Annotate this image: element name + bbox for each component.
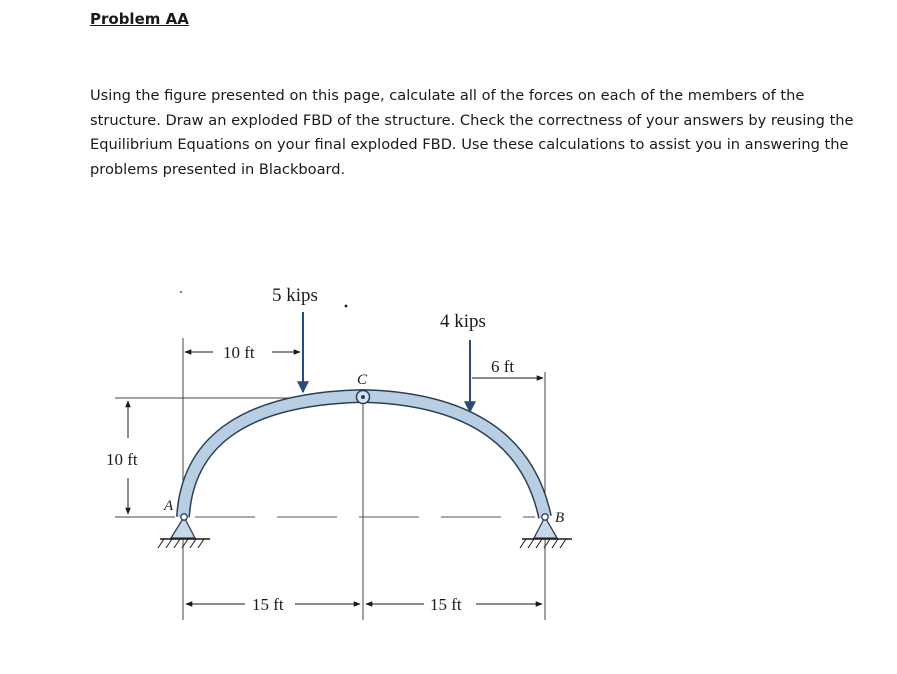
stray-dot: [180, 291, 182, 293]
problem-instructions: Using the figure presented on this page, calculate all of the forces on each of the members of the structure. Draw an exploded FBD of the structure. Check the correctness of your answers by reusing the Equilibrium Equations on your final exploded FBD. Use these calculations to assist you in answering the problems presented in Blackboard.: [90, 87, 854, 178]
dim-label-top-right: 6 ft: [491, 357, 515, 376]
dim-label-height: 10 ft: [106, 450, 138, 469]
pin-support-a: [158, 514, 210, 548]
dim-label-top-left: 10 ft: [223, 343, 255, 362]
label-a: A: [164, 498, 174, 514]
label-b: B: [555, 510, 565, 526]
load-label-5-kips: 5 kips: [272, 285, 318, 306]
page-title: Problem AA: [90, 10, 189, 28]
extension-lines: [115, 338, 545, 620]
dim-label-bottom-right: 15 ft: [430, 595, 462, 614]
label-c: C: [357, 372, 368, 388]
arch-member-left: [183, 396, 363, 517]
load-label-4-kips: 4 kips: [440, 311, 486, 332]
arch-member-right: [363, 396, 545, 517]
pin-support-b: [520, 514, 572, 548]
dim-label-bottom-left: 15 ft: [252, 595, 284, 614]
stray-dot: [345, 305, 348, 308]
